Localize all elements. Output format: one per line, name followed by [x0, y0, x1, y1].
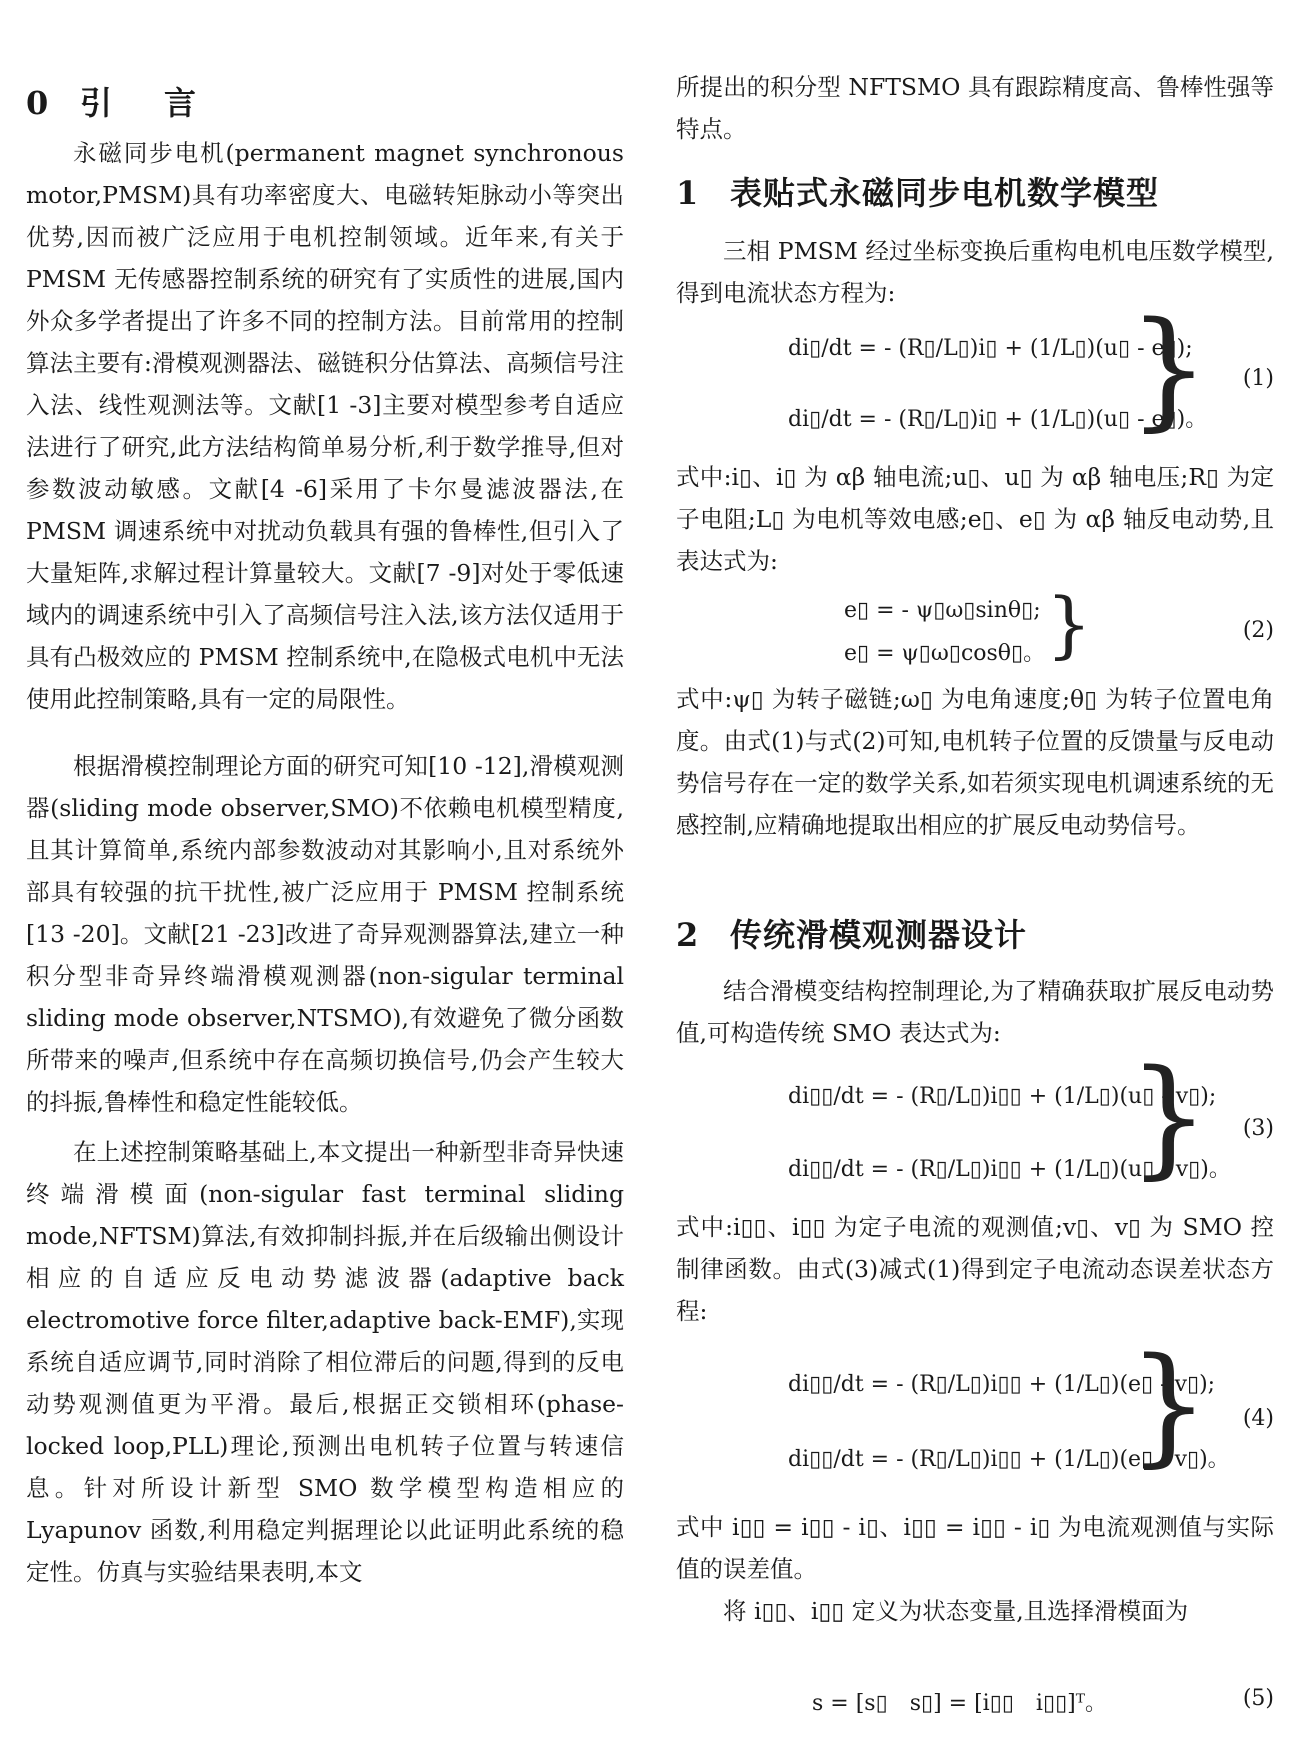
- equation-2-brace: }: [1046, 582, 1092, 666]
- equation-5-number: (5): [1242, 1686, 1274, 1711]
- equation-1-number: (1): [1242, 366, 1274, 391]
- equation-1: [676, 295, 1274, 444]
- equation-3-brace: }: [1128, 1043, 1210, 1192]
- section-1-heading: [676, 168, 1159, 214]
- intro-paragraph-2: 根据滑模控制理论方面的研究可知[10 -12],滑模观测器(sliding mode observer,SMO)不依赖电机模型精度,且其计算简单,系统内部参数波动对其影响小,且对系统外部具有较强的抗干扰性,被广泛应用于 PMSM 控制系统[13 -20]。文献[21 -23]改进了奇异观测器算法,建立一种积分型非奇异终端滑模观测器(non-sigular terminal sliding mode observer,NTSMO),有效避免了微分函数所带来的噪声,但系统中存在高频切换信号,仍会产生较大的抖振,鲁棒性和稳定性能较低。: [26, 752, 624, 1116]
- intro-paragraph-3: 在上述控制策略基础上,本文提出一种新型非奇异快速终端滑模面(non-sigular fast terminal sliding mode,NFTSM)算法,有效抑制抖振,并在后级输出侧设计相应的自适应反电动势滤波器(adaptive back electromotive force filter,adaptive back-EMF),实现系统自适应调节,同时消除了相位滞后的问题,得到的反电动势观测值更为平滑。最后,根据正交锁相环(phase-locked loop,PLL)理论,预测出电机转子位置与转速信息。针对所设计新型 SMO 数学模型构造相应的 Lyapunov 函数,利用稳定判据理论以此证明此系统的稳定性。仿真与实验结果表明,本文: [26, 1138, 624, 1586]
- section-2-paragraph-1: 结合滑模变结构控制理论,为了精确获取扩展反电动势值,可构造传统 SMO 表达式为:: [676, 977, 1274, 1047]
- section-1-paragraph-3: 式中:ψ▯ 为转子磁链;ω▯ 为电角速度;θ▯ 为转子位置电角度。由式(1)与式(2)可知,电机转子位置的反馈量与反电动势信号存在一定的数学关系,如若须实现电机调速系统的无感控制,应精确地提取出相应的扩展反电动势信号。: [676, 685, 1274, 839]
- intro-paragraph-1: 永磁同步电机(permanent magnet synchronous motor,PMSM)具有功率密度大、电磁转矩脉动小等突出优势,因而被广泛应用于电机控制领域。近年来,有关于 PMSM 无传感器控制系统的研究有了实质性的进展,国内外众多学者提出了许多不同的控制方法。目前常用的控制算法主要有:滑模观测器法、磁链积分估算法、高频信号注入法、线性观测法等。文献[1 -3]主要对模型参考自适应法进行了研究,此方法结构简单易分析,利于数学推导,但对参数波动敏感。文献[4 -6]采用了卡尔曼滤波器法,在 PMSM 调速系统中对扰动负载具有强的鲁棒性,但引入了大量矩阵,求解过程计算量较大。文献[7 -9]对处于零低速域内的调速系统中引入了高频信号注入法,该方法仅适用于具有凸极效应的 PMSM 控制系统中,在隐极式电机中无法使用此控制策略,具有一定的局限性。: [26, 139, 624, 713]
- equation-1-brace: }: [1128, 295, 1210, 444]
- section-1-number: 1: [676, 174, 700, 212]
- equation-5-body: s = [s▯ s▯] = [i▯▯ i▯▯]ᵀ。: [812, 1691, 1107, 1716]
- equation-2-row-1: e▯ = - ψ▯ω▯sinθ▯;: [844, 598, 1041, 623]
- equation-1-row-1: di▯/dt = - (R▯/L▯)i▯ + (1/L▯)(u▯ - e▯);: [788, 336, 1193, 361]
- equation-4-row-2: di▯▯/dt = - (R▯/L▯)i▯▯ + (1/L▯)(e▯ - v▯)。: [788, 1447, 1230, 1472]
- equation-3: [676, 1043, 1274, 1192]
- equation-4-row-1: di▯▯/dt = - (R▯/L▯)i▯▯ + (1/L▯)(e▯ - v▯);: [788, 1372, 1216, 1397]
- equation-4-number: (4): [1242, 1406, 1274, 1431]
- equation-3-row-2: di▯▯/dt = - (R▯/L▯)i▯▯ + (1/L▯)(u▯ - v▯)。: [788, 1157, 1231, 1182]
- section-2-number: 2: [676, 916, 700, 954]
- intro-heading-text: 引 言: [80, 84, 207, 122]
- section-2-paragraph-4: 将 i▯▯、i▯▯ 定义为状态变量,且选择滑模面为: [723, 1597, 1189, 1625]
- equation-5: [676, 1680, 1274, 1724]
- equation-2-row-2: e▯ = ψ▯ω▯cosθ▯。: [844, 641, 1046, 666]
- equation-2: [676, 582, 1274, 666]
- section-2-paragraph-3: 式中 i▯▯ = i▯▯ - i▯、i▯▯ = i▯▯ - i▯ 为电流观测值与实际值的误差值。: [676, 1513, 1274, 1583]
- section-1-paragraph-1: 三相 PMSM 经过坐标变换后重构电机电压数学模型,得到电流状态方程为:: [676, 237, 1274, 307]
- section-2-heading: [676, 910, 1027, 956]
- intro-heading-number: 0: [26, 84, 50, 122]
- equation-3-row-1: di▯▯/dt = - (R▯/L▯)i▯▯ + (1/L▯)(u▯ - v▯);: [788, 1084, 1217, 1109]
- section-2-title: 传统滑模观测器设计: [730, 916, 1028, 954]
- equation-4-brace: }: [1128, 1331, 1210, 1480]
- section-1-title: 表贴式永磁同步电机数学模型: [730, 174, 1160, 212]
- equation-2-number: (2): [1242, 618, 1274, 643]
- equation-4: [676, 1331, 1274, 1480]
- equation-3-number: (3): [1242, 1116, 1274, 1141]
- equation-1-row-2: di▯/dt = - (R▯/L▯)i▯ + (1/L▯)(u▯ - e▯)。: [788, 407, 1208, 432]
- intro-heading: [26, 78, 206, 124]
- intro-continuation: 所提出的积分型 NFTSMO 具有跟踪精度高、鲁棒性强等特点。: [676, 73, 1274, 143]
- section-2-paragraph-2: 式中:i▯▯、i▯▯ 为定子电流的观测值;v▯、v▯ 为 SMO 控制律函数。由式(3)减式(1)得到定子电流动态误差状态方程:: [676, 1213, 1274, 1325]
- section-1-paragraph-2: 式中:i▯、i▯ 为 αβ 轴电流;u▯、u▯ 为 αβ 轴电压;R▯ 为定子电阻;L▯ 为电机等效电感;e▯、e▯ 为 αβ 轴反电动势,且表达式为:: [676, 463, 1274, 575]
